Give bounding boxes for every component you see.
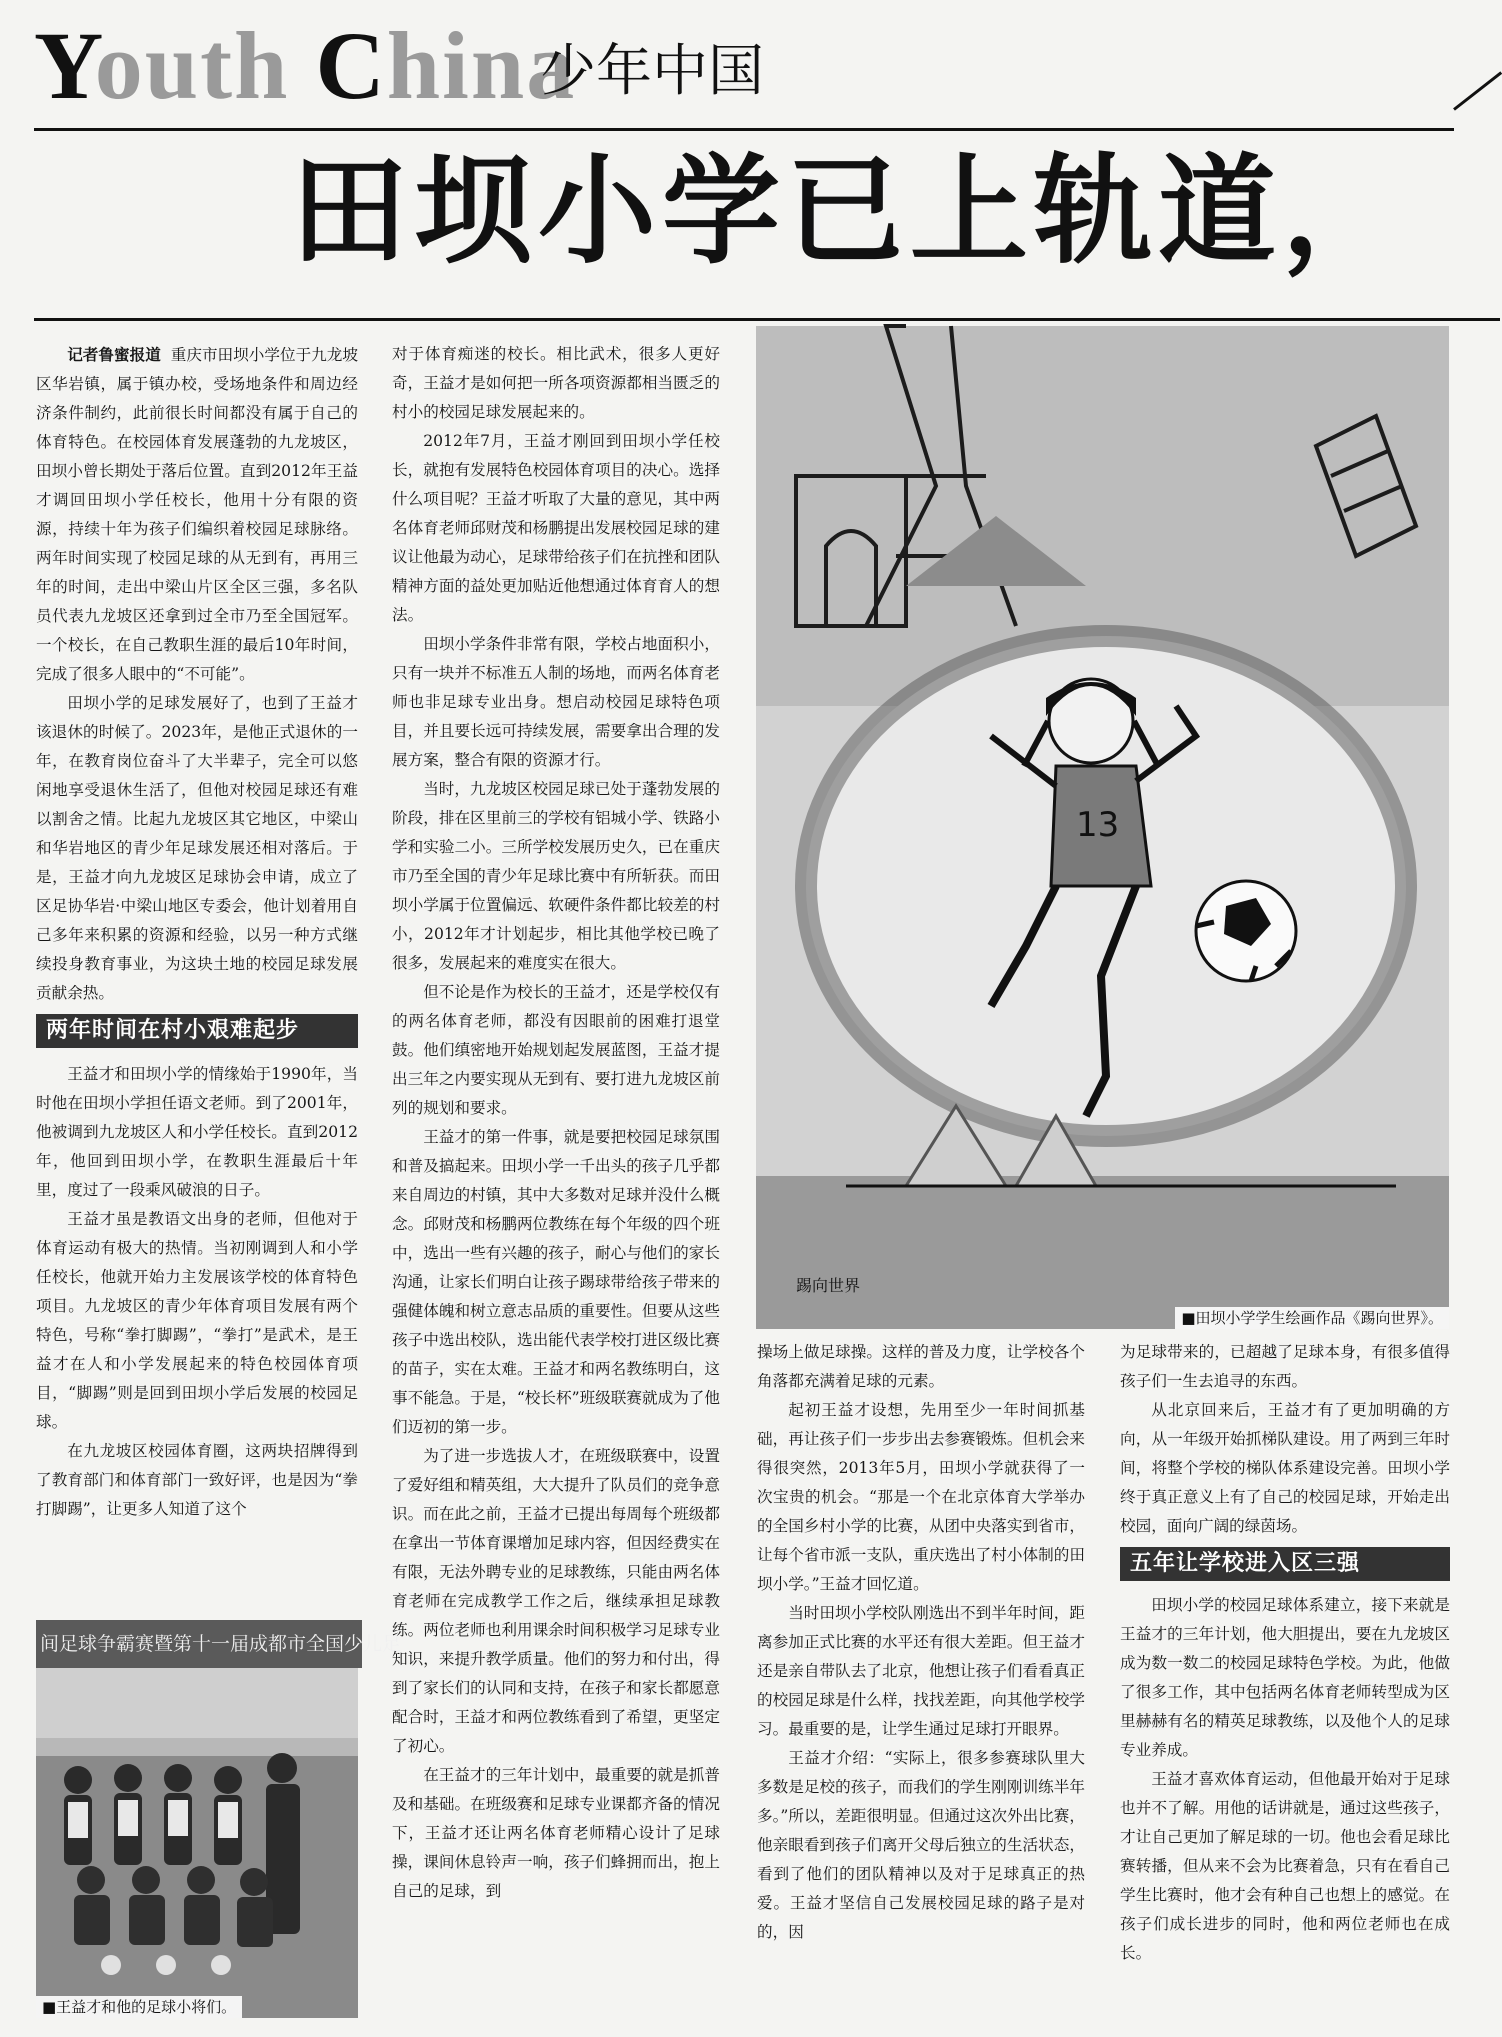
top-rule [34,128,1454,131]
jersey-number: 13 [1076,805,1120,845]
paragraph: 当时田坝小学校队刚选出不到半年时间，距离参加正式比赛的水平还有很大差距。但王益才还是亲自带队去了北京，他想让孩子们看看真正的校园足球是什么样，找找差距，向其他学校学习。最重要的是，让学生通过足球打开眼界。 [757,1604,1085,1738]
paragraph: 从北京回来后，王益才有了更加明确的方向，从一年级开始抓梯队建设。用了两到三年时间，将整个学校的梯队体系建设完善。田坝小学终于真正意义上有了自己的校园足球，开始走出校园，面向广阔的绿茵场。 [1120,1401,1450,1535]
masthead-word-outh: outh [94,12,316,119]
masthead-letter-y: Y [34,12,95,119]
paragraph: 王益才和田坝小学的情缘始于1990年，当时他在田坝小学担任语文老师。到了2001年，他被调到九龙坡区人和小学任校长。直到2012年，他回到田坝小学，在教职生涯最后十年里，度过了一段乘风破浪的日子。 [36,1065,358,1199]
paragraph: 在王益才的三年计划中，最重要的就是抓普及和基础。在班级赛和足球专业课都齐备的情况下，王益才还让两名体育老师精心设计了足球操，课间休息铃声一响，孩子们蜂拥而出，抱上自己的足球，到 [392,1766,720,1900]
column-1-top [36,340,358,1058]
lead-text: 重庆市田坝小学位于九龙坡区华岩镇，属于镇办校，受场地条件和周边经济条件制约，此前很长时间都没有属于自己的体育特色。在校园体育发展蓬勃的九龙坡区，田坝小曾长期处于落后位置。直到2012年王益才调回田坝小学任校长，他用十分有限的资源，持续十年为孩子们编织着校园足球脉络。两年时间实现了校园足球的从无到有，再用三年的时间，走出中梁山片区全区三强，多名队员代表九龙坡区还拿到过全市乃至全国冠军。一个校长，在自己教职生涯的最后10年时间，完成了很多人眼中的“不可能”。 [36,346,358,683]
column-4 [1120,1338,1450,1968]
paragraph: 田坝小学的校园足球体系建立，接下来就是王益才的三年计划，他大胆提出，要在九龙坡区成为数一数二的校园足球特色学校。为此，他做了很多工作，其中包括两名体育老师转型成为区里赫赫有名的精英足球教练，以及他个人的足球专业养成。 [1120,1596,1450,1759]
paragraph: 王益才介绍：“实际上，很多参赛球队里大多数是足校的孩子，而我们的学生刚刚训练半年多。”所以，差距很明显。但通过这次外出比赛，他亲眼看到孩子们离开父母后独立的生活状态，看到了他们的团队精神以及对于足球真正的热爱。王益才坚信自己发展校园足球的路子是对的，因 [757,1749,1085,1941]
painting-signature: 踢向世界 [796,1276,861,1295]
masthead-chinese: 少年中国 [540,39,764,104]
paragraph: 王益才的第一件事，就是要把校园足球氛围和普及搞起来。田坝小学一千出头的孩子几乎都来自周边的村镇，其中大多数对足球并没什么概念。邱财茂和杨鹏两位教练在每个年级的四个班中，选出一些有兴趣的孩子，耐心与他们的家长沟通，让家长们明白让孩子踢球带给孩子带来的强健体魄和树立意志品质的重要性。但要从这些孩子中选出校队，选出能代表学校打进区级比赛的苗子，实在太难。王益才和两名教练明白，这事不能急。于是，“校长杯”班级联赛就成为了他们迈初的第一步。 [392,1128,720,1436]
paragraph: 为足球带来的，已超越了足球本身，有很多值得孩子们一生去追寻的东西。 [1120,1343,1450,1390]
paragraph: 对于体育痴迷的校长。相比武术，很多人更好奇，王益才是如何把一所各项资源都相当匮乏的村小的校园足球发展起来的。 [392,345,720,421]
paragraph: 但不论是作为校长的王益才，还是学校仅有的两名体育老师，都没有因眼前的困难打退堂鼓。他们缜密地开始规划起发展蓝图，王益才提出三年之内要实现从无到有、要打进九龙坡区前列的规划和要求。 [392,983,720,1117]
paragraph: 起初王益才设想，先用至少一年时间抓基础，再让孩子们一步步出去参赛锻炼。但机会来得很突然，2013年5月，田坝小学就获得了一次宝贵的机会。“那是一个在北京体育大学举办的全国乡村小学的比赛，从团中央落实到省市，让每个省市派一支队，重庆选出了村小体制的田坝小学。”王益才回忆道。 [757,1401,1085,1593]
masthead [0,0,1500,130]
column-2 [392,340,720,1906]
section-heading: 五年让学校进入区三强 [1120,1547,1450,1581]
paragraph: 王益才虽是教语文出身的老师，但他对于体育运动有极大的热情。当初刚调到人和小学任校长，他就开始力主发展该学校的体育特色项目。九龙坡区的青少年体育项目发展有两个特色，号称“拳打脚踢”，“拳打”是武术，是王益才在人和小学发展起来的特色校园体育项目，“脚踢”则是回到田坝小学后发展的校园足球。 [36,1210,358,1431]
paragraph: 田坝小学条件非常有限，学校占地面积小，只有一块并不标准五人制的场地，而两名体育老师也非足球专业出身。想启动校园足球特色项目，并且要长远可持续发展，需要拿出合理的发展方案，整合有限的资源才行。 [392,635,720,769]
team-photo [36,1620,402,2018]
headline: 田坝小学已上轨道， [290,142,1407,280]
column-3 [757,1338,1085,1947]
corner-rule [1453,71,1502,110]
paragraph: 2012年7月，王益才刚回到田坝小学任校长，就抱有发展特色校园体育项目的决心。选择什么项目呢？王益才听取了大量的意见，其中两名体育老师邱财茂和杨鹏提出发展校园足球的建议让他最为动心，足球带给孩子们在抗挫和团队精神方面的益处更加贴近他想通过体育育人的想法。 [392,432,720,624]
painting-caption: ■田坝小学学生绘画作品《踢向世界》。 [1175,1307,1449,1329]
byline: 记者鲁蜜报道 [67,345,161,364]
masthead-english [34,12,577,119]
column-1-bottom [36,1060,358,1524]
lead-paragraph [36,340,358,689]
headline-rule [34,318,1500,321]
paragraph: 王益才喜欢体育运动，但他最开始对于足球也并不了解。用他的话讲就是，通过这些孩子，才让自己更加了解足球的一切。他也会看足球比赛转播，但从来不会为比赛着急，只有在看自己学生比赛时，他才会有种自己也想上的感觉。在孩子们成长进步的同时，他和两位老师也在成长。 [1120,1770,1450,1962]
paragraph: 操场上做足球操。这样的普及力度，让学校各个角落都充满着足球的元素。 [757,1343,1085,1390]
paragraph: 当时，九龙坡区校园足球已处于蓬勃发展的阶段，排在区里前三的学校有铝城小学、铁路小学和实验二小。三所学校发展历史久，已在重庆市乃至全国的青少年足球比赛中有所斩获。而田坝小学属于位置偏远、软硬件条件都比较差的村小，2012年才计划起步，相比其他学校已晚了很多，发展起来的难度实在很大。 [392,780,720,972]
paragraph: 为了进一步选拔人才，在班级联赛中，设置了爱好组和精英组，大大提升了队员们的竞争意识。而在此之前，王益才已提出每周每个班级都在拿出一节体育课增加足球内容，但因经费实在有限，无法外聘专业的足球教练，只能由两名体育老师在完成教学工作之后，继续承担足球教练。两位老师也利用课余时间积极学习足球专业知识，来提升教学质量。他们的努力和付出，得到了家长们的认同和支持，在孩子和家长都愿意配合时，王益才和两位教练看到了希望，更坚定了初心。 [392,1447,720,1755]
team-photo-image [36,1620,358,2018]
paragraph: 田坝小学的足球发展好了，也到了王益才该退休的时候了。2023年，是他正式退休的一年，在教育岗位奋斗了大半辈子，完全可以悠闲地享受退休生活了，但他对校园足球还有难以割舍之情。比起九龙坡区其它地区，中梁山和华岩地区的青少年足球发展还相对落后。于是，王益才向九龙坡区足球协会申请，成立了区足协华岩·中梁山地区专委会，他计划着用自己多年来积累的资源和经验，以另一种方式继续投身教育事业，为这块土地的校园足球发展贡献余热。 [36,694,358,1002]
paragraph: 在九龙坡区校园体育圈，这两块招牌得到了教育部门和体育部门一致好评，也是因为“拳打脚踢”，让更多人知道了这个 [36,1442,358,1518]
masthead-word-hina: hina [386,12,577,119]
painting-image [756,326,1449,1329]
photo-banner: 间足球争霸赛暨第十一届成都市全国少儿足 [36,1620,362,1668]
photo-caption: ■王益才和他的足球小将们。 [36,1996,242,2018]
masthead-letter-c: C [315,12,387,119]
section-heading: 两年时间在村小艰难起步 [36,1014,358,1048]
student-painting [756,326,1449,1329]
